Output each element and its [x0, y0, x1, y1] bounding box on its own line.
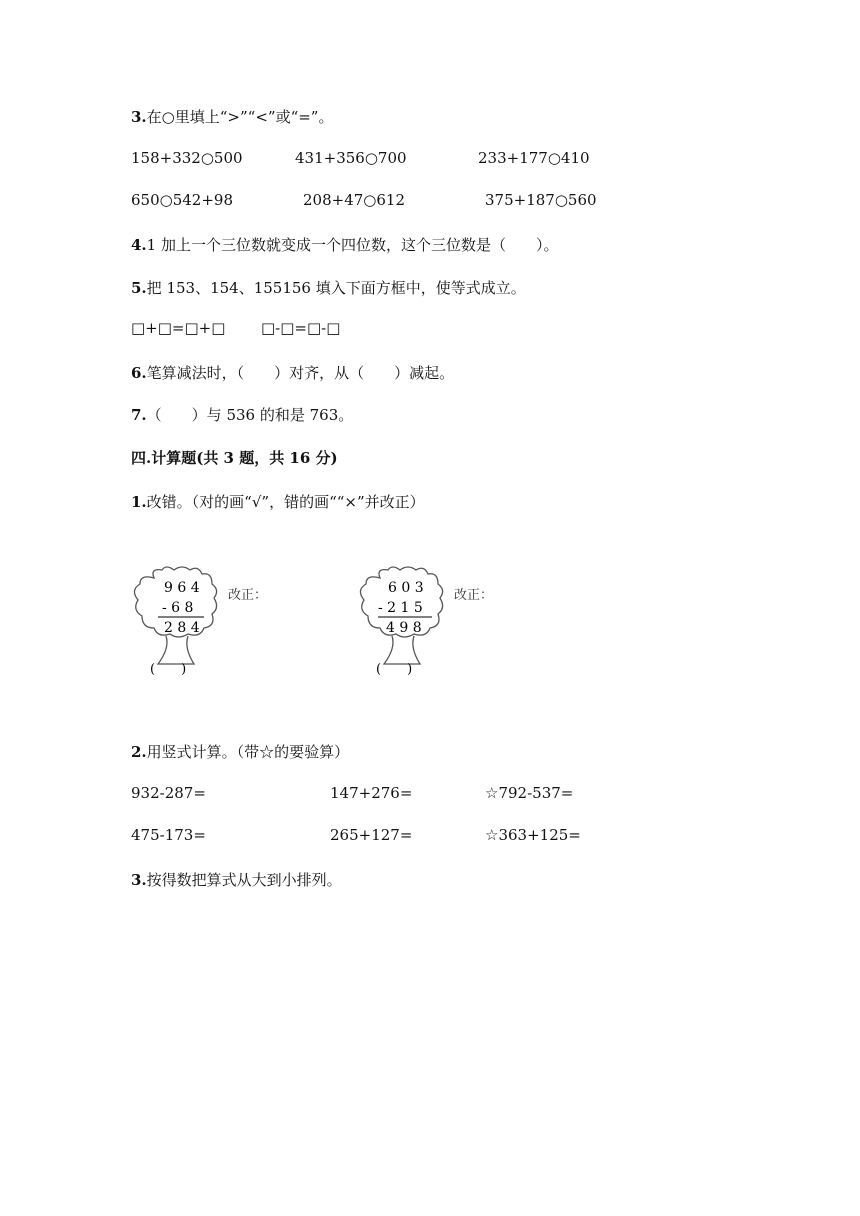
question-6	[131, 362, 454, 383]
tree-figure-2	[354, 566, 504, 684]
question-5	[131, 277, 526, 298]
comparison-item: 158+332○500	[131, 149, 243, 167]
question-number: 5.	[131, 279, 147, 297]
tree-trunk	[384, 636, 420, 664]
subtrahend-digits: - 2 1 5	[378, 600, 423, 616]
section-title: 四.计算题(共 3 题，共 16 分)	[131, 449, 338, 467]
correction-label: 改正：	[228, 588, 268, 603]
calc-item: 475-173=	[131, 826, 206, 844]
result-digits: 4 9 8	[386, 620, 422, 636]
comparison-item: 650○542+98	[131, 191, 234, 209]
question-text: 在○里填上“>”“<”或“=”。	[146, 108, 334, 126]
calc-question-2	[131, 741, 349, 762]
answer-bracket: ( )	[376, 662, 413, 677]
calc-question-3	[131, 869, 342, 890]
tree-figure-1	[128, 566, 278, 684]
minuend-digits: 6 0 3	[388, 580, 424, 596]
question-7	[131, 404, 353, 425]
addition-box-equation: □+□=□+□	[131, 319, 226, 337]
comparison-item: 375+187○560	[485, 191, 597, 209]
question-text: 把 153、154、155156 填入下面方框中，使等式成立。	[146, 279, 526, 297]
comparison-item: 431+356○700	[295, 149, 407, 167]
result-digits: 2 8 4	[164, 620, 200, 636]
question-number: 3.	[131, 871, 147, 889]
calc-item: 932-287=	[131, 784, 206, 802]
question-number: 6.	[131, 364, 147, 382]
question-number: 3.	[131, 108, 147, 126]
comparison-item: 208+47○612	[303, 191, 406, 209]
comparison-item: 233+177○410	[478, 149, 590, 167]
question-text: 改错。（对的画“√”，错的画““×”并改正）	[146, 493, 425, 511]
question-text: （ ）与 536 的和是 763。	[146, 406, 354, 424]
calc-item: 147+276=	[330, 784, 413, 802]
tree-figure-svg	[128, 566, 278, 684]
question-3	[131, 106, 333, 127]
question-text: 用竖式计算。（带☆的要验算）	[146, 743, 350, 761]
tree-figure-svg	[354, 566, 504, 684]
question-number: 2.	[131, 743, 147, 761]
question-number: 7.	[131, 406, 147, 424]
tree-trunk	[158, 636, 194, 664]
subtrahend-digits: - 6 8	[162, 600, 194, 616]
question-4	[131, 234, 559, 255]
question-number: 1.	[131, 493, 147, 511]
calc-question-1	[131, 491, 425, 512]
calc-item: 265+127=	[330, 826, 413, 844]
question-number: 4.	[131, 236, 147, 254]
calc-item: ☆363+125=	[485, 826, 581, 844]
calc-item: ☆792-537=	[485, 784, 574, 802]
correction-label: 改正：	[454, 588, 494, 603]
answer-bracket: ( )	[150, 662, 187, 677]
question-text: 1 加上一个三位数就变成一个四位数，这个三位数是（ ）。	[146, 236, 559, 254]
minuend-digits: 9 6 4	[164, 580, 200, 596]
question-text: 按得数把算式从大到小排列。	[146, 871, 342, 889]
question-text: 笔算减法时，（ ）对齐，从（ ）减起。	[146, 364, 455, 382]
subtraction-box-equation: □-□=□-□	[261, 319, 341, 337]
